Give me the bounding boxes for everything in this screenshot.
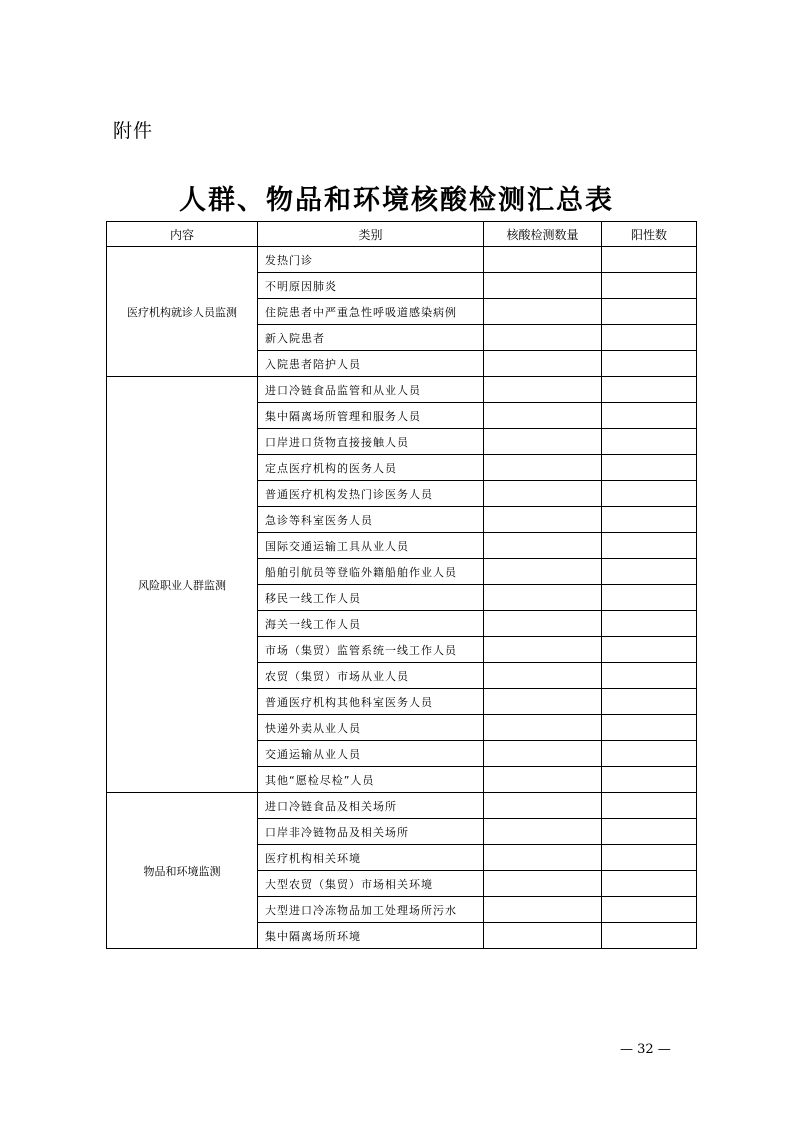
category-cell: 进口冷链食品监管和从业人员 (258, 377, 484, 403)
positive-count-cell[interactable] (602, 325, 697, 351)
page-number: — 32 — (620, 1042, 671, 1057)
test-count-cell[interactable] (484, 637, 602, 663)
positive-count-cell[interactable] (602, 767, 697, 793)
group-name-cell: 医疗机构就诊人员监测 (107, 247, 258, 377)
test-count-cell[interactable] (484, 429, 602, 455)
positive-count-cell[interactable] (602, 481, 697, 507)
positive-count-cell[interactable] (602, 455, 697, 481)
positive-count-cell[interactable] (602, 429, 697, 455)
category-cell: 集中隔离场所环境 (258, 923, 484, 949)
category-cell: 急诊等科室医务人员 (258, 507, 484, 533)
test-count-cell[interactable] (484, 819, 602, 845)
positive-count-cell[interactable] (602, 299, 697, 325)
positive-count-cell[interactable] (602, 611, 697, 637)
category-cell: 集中隔离场所管理和服务人员 (258, 403, 484, 429)
category-cell: 不明原因肺炎 (258, 273, 484, 299)
positive-count-cell[interactable] (602, 351, 697, 377)
category-cell: 船舶引航员等登临外籍船舶作业人员 (258, 559, 484, 585)
table-header-row (107, 222, 697, 247)
category-cell: 国际交通运输工具从业人员 (258, 533, 484, 559)
table-row (107, 247, 697, 273)
test-count-cell[interactable] (484, 585, 602, 611)
header-content: 内容 (107, 222, 258, 247)
positive-count-cell[interactable] (602, 819, 697, 845)
table-body (107, 247, 697, 949)
test-count-cell[interactable] (484, 871, 602, 897)
positive-count-cell[interactable] (602, 663, 697, 689)
test-count-cell[interactable] (484, 325, 602, 351)
test-count-cell[interactable] (484, 897, 602, 923)
positive-count-cell[interactable] (602, 533, 697, 559)
category-cell: 医疗机构相关环境 (258, 845, 484, 871)
summary-table (106, 221, 697, 949)
category-cell: 住院患者中严重急性呼吸道感染病例 (258, 299, 484, 325)
document-title: 人群、物品和环境核酸检测汇总表 (179, 185, 614, 216)
positive-count-cell[interactable] (602, 273, 697, 299)
test-count-cell[interactable] (484, 559, 602, 585)
test-count-cell[interactable] (484, 741, 602, 767)
test-count-cell[interactable] (484, 377, 602, 403)
positive-count-cell[interactable] (602, 403, 697, 429)
category-cell: 入院患者陪护人员 (258, 351, 484, 377)
test-count-cell[interactable] (484, 767, 602, 793)
test-count-cell[interactable] (484, 507, 602, 533)
positive-count-cell[interactable] (602, 689, 697, 715)
attachment-label: 附件 (113, 120, 154, 142)
category-cell: 其他“愿检尽检”人员 (258, 767, 484, 793)
test-count-cell[interactable] (484, 273, 602, 299)
category-cell: 普通医疗机构发热门诊医务人员 (258, 481, 484, 507)
category-cell: 口岸非冷链物品及相关场所 (258, 819, 484, 845)
test-count-cell[interactable] (484, 351, 602, 377)
header-positive-count: 阳性数 (602, 222, 697, 247)
category-cell: 发热门诊 (258, 247, 484, 273)
category-cell: 进口冷链食品及相关场所 (258, 793, 484, 819)
category-cell: 农贸（集贸）市场从业人员 (258, 663, 484, 689)
positive-count-cell[interactable] (602, 897, 697, 923)
test-count-cell[interactable] (484, 793, 602, 819)
test-count-cell[interactable] (484, 299, 602, 325)
test-count-cell[interactable] (484, 455, 602, 481)
category-cell: 大型农贸（集贸）市场相关环境 (258, 871, 484, 897)
category-cell: 普通医疗机构其他科室医务人员 (258, 689, 484, 715)
positive-count-cell[interactable] (602, 923, 697, 949)
category-cell: 新入院患者 (258, 325, 484, 351)
positive-count-cell[interactable] (602, 871, 697, 897)
category-cell: 大型进口冷冻物品加工处理场所污水 (258, 897, 484, 923)
category-cell: 快递外卖从业人员 (258, 715, 484, 741)
positive-count-cell[interactable] (602, 637, 697, 663)
positive-count-cell[interactable] (602, 715, 697, 741)
test-count-cell[interactable] (484, 715, 602, 741)
category-cell: 交通运输从业人员 (258, 741, 484, 767)
positive-count-cell[interactable] (602, 793, 697, 819)
test-count-cell[interactable] (484, 689, 602, 715)
test-count-cell[interactable] (484, 247, 602, 273)
test-count-cell[interactable] (484, 845, 602, 871)
positive-count-cell[interactable] (602, 559, 697, 585)
header-category: 类别 (258, 222, 484, 247)
category-cell: 定点医疗机构的医务人员 (258, 455, 484, 481)
test-count-cell[interactable] (484, 533, 602, 559)
group-name-cell: 风险职业人群监测 (107, 377, 258, 793)
positive-count-cell[interactable] (602, 845, 697, 871)
category-cell: 海关一线工作人员 (258, 611, 484, 637)
test-count-cell[interactable] (484, 403, 602, 429)
group-name-cell: 物品和环境监测 (107, 793, 258, 949)
category-cell: 移民一线工作人员 (258, 585, 484, 611)
positive-count-cell[interactable] (602, 377, 697, 403)
positive-count-cell[interactable] (602, 247, 697, 273)
category-cell: 市场（集贸）监管系统一线工作人员 (258, 637, 484, 663)
test-count-cell[interactable] (484, 923, 602, 949)
table-row (107, 377, 697, 403)
positive-count-cell[interactable] (602, 507, 697, 533)
positive-count-cell[interactable] (602, 741, 697, 767)
test-count-cell[interactable] (484, 481, 602, 507)
category-cell: 口岸进口货物直接接触人员 (258, 429, 484, 455)
positive-count-cell[interactable] (602, 585, 697, 611)
test-count-cell[interactable] (484, 611, 602, 637)
header-test-count: 核酸检测数量 (484, 222, 602, 247)
table-row (107, 793, 697, 819)
test-count-cell[interactable] (484, 663, 602, 689)
